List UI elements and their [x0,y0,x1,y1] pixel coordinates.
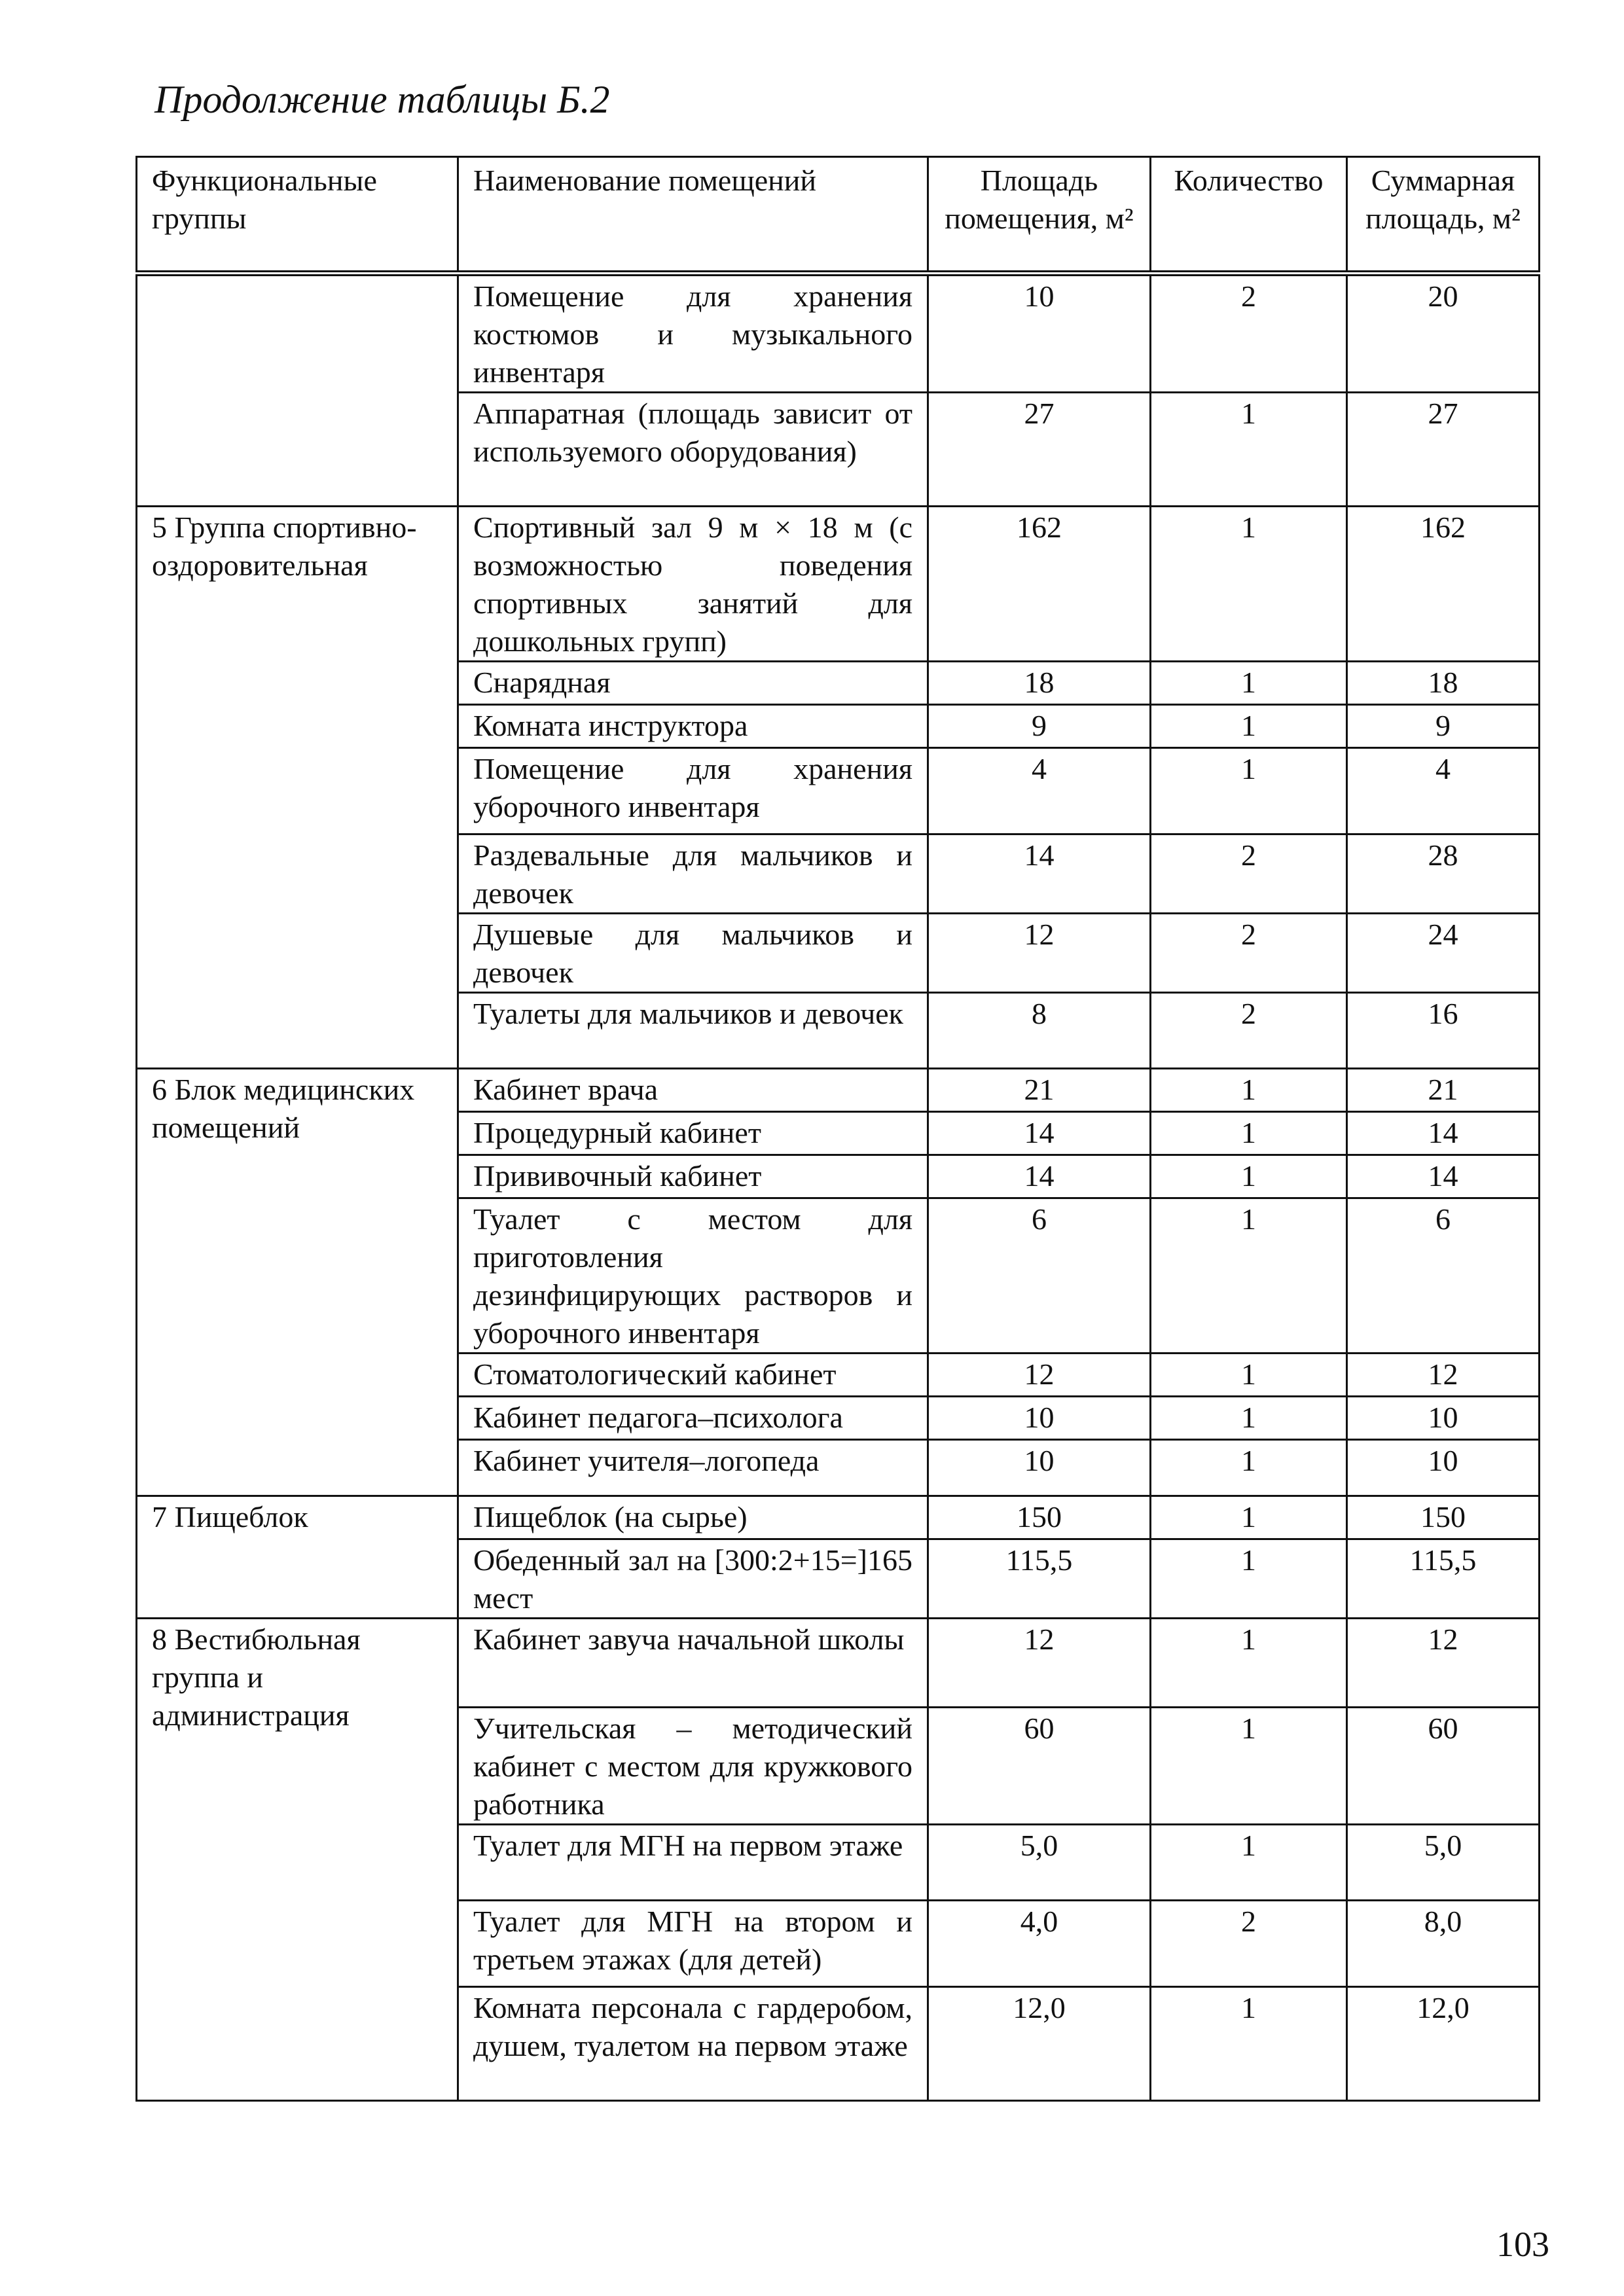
quantity-cell: 1 [1151,1354,1347,1397]
header-room-name: Наименование помещений [458,157,928,274]
room-area-cell: 10 [928,1440,1151,1496]
room-area-cell: 12 [928,914,1151,993]
room-area-cell: 162 [928,507,1151,662]
quantity-cell: 1 [1151,1496,1347,1539]
room-area-cell: 9 [928,705,1151,748]
table-row [137,1619,1540,1708]
room-name-cell: Учительская – методический кабинет с местом для кружкового работника [458,1708,928,1825]
table-header-row [137,157,1540,274]
total-area-cell: 16 [1347,993,1540,1069]
quantity-cell: 1 [1151,1825,1347,1901]
functional-group-cell: 8 Вестибюльная группа и администрация [137,1619,458,2101]
room-area-cell: 27 [928,393,1151,507]
quantity-cell: 1 [1151,662,1347,705]
room-area-cell: 21 [928,1069,1151,1112]
room-name-cell: Аппаратная (площадь зависит от используемого оборудования) [458,393,928,507]
total-area-cell: 21 [1347,1069,1540,1112]
quantity-cell: 1 [1151,507,1347,662]
room-name-cell: Кабинет педагога–психолога [458,1397,928,1440]
total-area-cell: 14 [1347,1112,1540,1155]
room-area-cell: 10 [928,274,1151,393]
quantity-cell: 2 [1151,274,1347,393]
room-area-cell: 10 [928,1397,1151,1440]
table-row [137,1069,1540,1112]
header-quantity: Количество [1151,157,1347,274]
quantity-cell: 1 [1151,1539,1347,1619]
room-name-cell: Обеденный зал на [300:2+15=]165 мест [458,1539,928,1619]
header-total-area: Суммарная площадь, м² [1347,157,1540,274]
total-area-cell: 162 [1347,507,1540,662]
room-name-cell: Стоматологический кабинет [458,1354,928,1397]
room-name-cell: Туалет для МГН на первом этаже [458,1825,928,1901]
room-name-cell: Туалеты для мальчиков и девочек [458,993,928,1069]
room-area-cell: 60 [928,1708,1151,1825]
total-area-cell: 12 [1347,1619,1540,1708]
functional-group-cell [137,274,458,507]
total-area-cell: 14 [1347,1155,1540,1198]
page-number: 103 [1496,2225,1549,2264]
quantity-cell: 1 [1151,1440,1347,1496]
room-area-cell: 12 [928,1619,1151,1708]
room-name-cell: Пищеблок (на сырье) [458,1496,928,1539]
quantity-cell: 1 [1151,1069,1347,1112]
quantity-cell: 2 [1151,914,1347,993]
total-area-cell: 5,0 [1347,1825,1540,1901]
quantity-cell: 1 [1151,1397,1347,1440]
quantity-cell: 2 [1151,834,1347,914]
total-area-cell: 27 [1347,393,1540,507]
total-area-cell: 24 [1347,914,1540,993]
functional-group-cell: 6 Блок медицинских помещений [137,1069,458,1496]
quantity-cell: 1 [1151,705,1347,748]
room-name-cell: Помещение для хранения костюмов и музыкального инвентаря [458,274,928,393]
room-name-cell: Туалет с местом для приготовления дезинфицирующих растворов и уборочного инвентаря [458,1198,928,1354]
table-body [137,274,1540,2101]
total-area-cell: 60 [1347,1708,1540,1825]
total-area-cell: 4 [1347,748,1540,834]
table-caption: Продолжение таблицы Б.2 [154,78,610,121]
table-row [137,1496,1540,1539]
table-row [137,507,1540,662]
room-name-cell: Кабинет врача [458,1069,928,1112]
room-area-cell: 5,0 [928,1825,1151,1901]
header-functional-groups: Функциональные группы [137,157,458,274]
room-name-cell: Снарядная [458,662,928,705]
quantity-cell: 1 [1151,1708,1347,1825]
total-area-cell: 8,0 [1347,1901,1540,1987]
total-area-cell: 6 [1347,1198,1540,1354]
quantity-cell: 2 [1151,1901,1347,1987]
room-area-cell: 12 [928,1354,1151,1397]
total-area-cell: 10 [1347,1397,1540,1440]
room-area-cell: 4 [928,748,1151,834]
room-area-cell: 14 [928,1155,1151,1198]
total-area-cell: 150 [1347,1496,1540,1539]
room-name-cell: Помещение для хранения уборочного инвентаря [458,748,928,834]
room-name-cell: Кабинет завуча начальной школы [458,1619,928,1708]
total-area-cell: 20 [1347,274,1540,393]
room-name-cell: Туалет для МГН на втором и третьем этажах (для детей) [458,1901,928,1987]
room-area-cell: 14 [928,1112,1151,1155]
total-area-cell: 115,5 [1347,1539,1540,1619]
room-area-cell: 8 [928,993,1151,1069]
room-area-cell: 115,5 [928,1539,1151,1619]
quantity-cell: 1 [1151,1619,1347,1708]
total-area-cell: 12 [1347,1354,1540,1397]
total-area-cell: 10 [1347,1440,1540,1496]
room-area-cell: 150 [928,1496,1151,1539]
room-area-cell: 14 [928,834,1151,914]
room-area-cell: 12,0 [928,1987,1151,2101]
quantity-cell: 1 [1151,393,1347,507]
header-room-area: Площадь помещения, м² [928,157,1151,274]
total-area-cell: 9 [1347,705,1540,748]
quantity-cell: 1 [1151,1198,1347,1354]
room-name-cell: Душевые для мальчиков и девочек [458,914,928,993]
room-name-cell: Спортивный зал 9 м × 18 м (с возможностью поведения спортивных занятий для дошкольных групп) [458,507,928,662]
quantity-cell: 1 [1151,1112,1347,1155]
quantity-cell: 1 [1151,1987,1347,2101]
quantity-cell: 2 [1151,993,1347,1069]
room-name-cell: Раздевальные для мальчиков и девочек [458,834,928,914]
room-name-cell: Процедурный кабинет [458,1112,928,1155]
room-area-cell: 18 [928,662,1151,705]
total-area-cell: 12,0 [1347,1987,1540,2101]
room-area-cell: 4,0 [928,1901,1151,1987]
room-name-cell: Прививочный кабинет [458,1155,928,1198]
room-name-cell: Комната инструктора [458,705,928,748]
room-area-cell: 6 [928,1198,1151,1354]
total-area-cell: 28 [1347,834,1540,914]
table-row [137,274,1540,393]
rooms-table [135,156,1540,2102]
room-name-cell: Кабинет учителя–логопеда [458,1440,928,1496]
functional-group-cell: 5 Группа спортивно-оздоровительная [137,507,458,1069]
functional-group-cell: 7 Пищеблок [137,1496,458,1619]
quantity-cell: 1 [1151,748,1347,834]
total-area-cell: 18 [1347,662,1540,705]
quantity-cell: 1 [1151,1155,1347,1198]
room-name-cell: Комната персонала с гардеробом, душем, туалетом на первом этаже [458,1987,928,2101]
